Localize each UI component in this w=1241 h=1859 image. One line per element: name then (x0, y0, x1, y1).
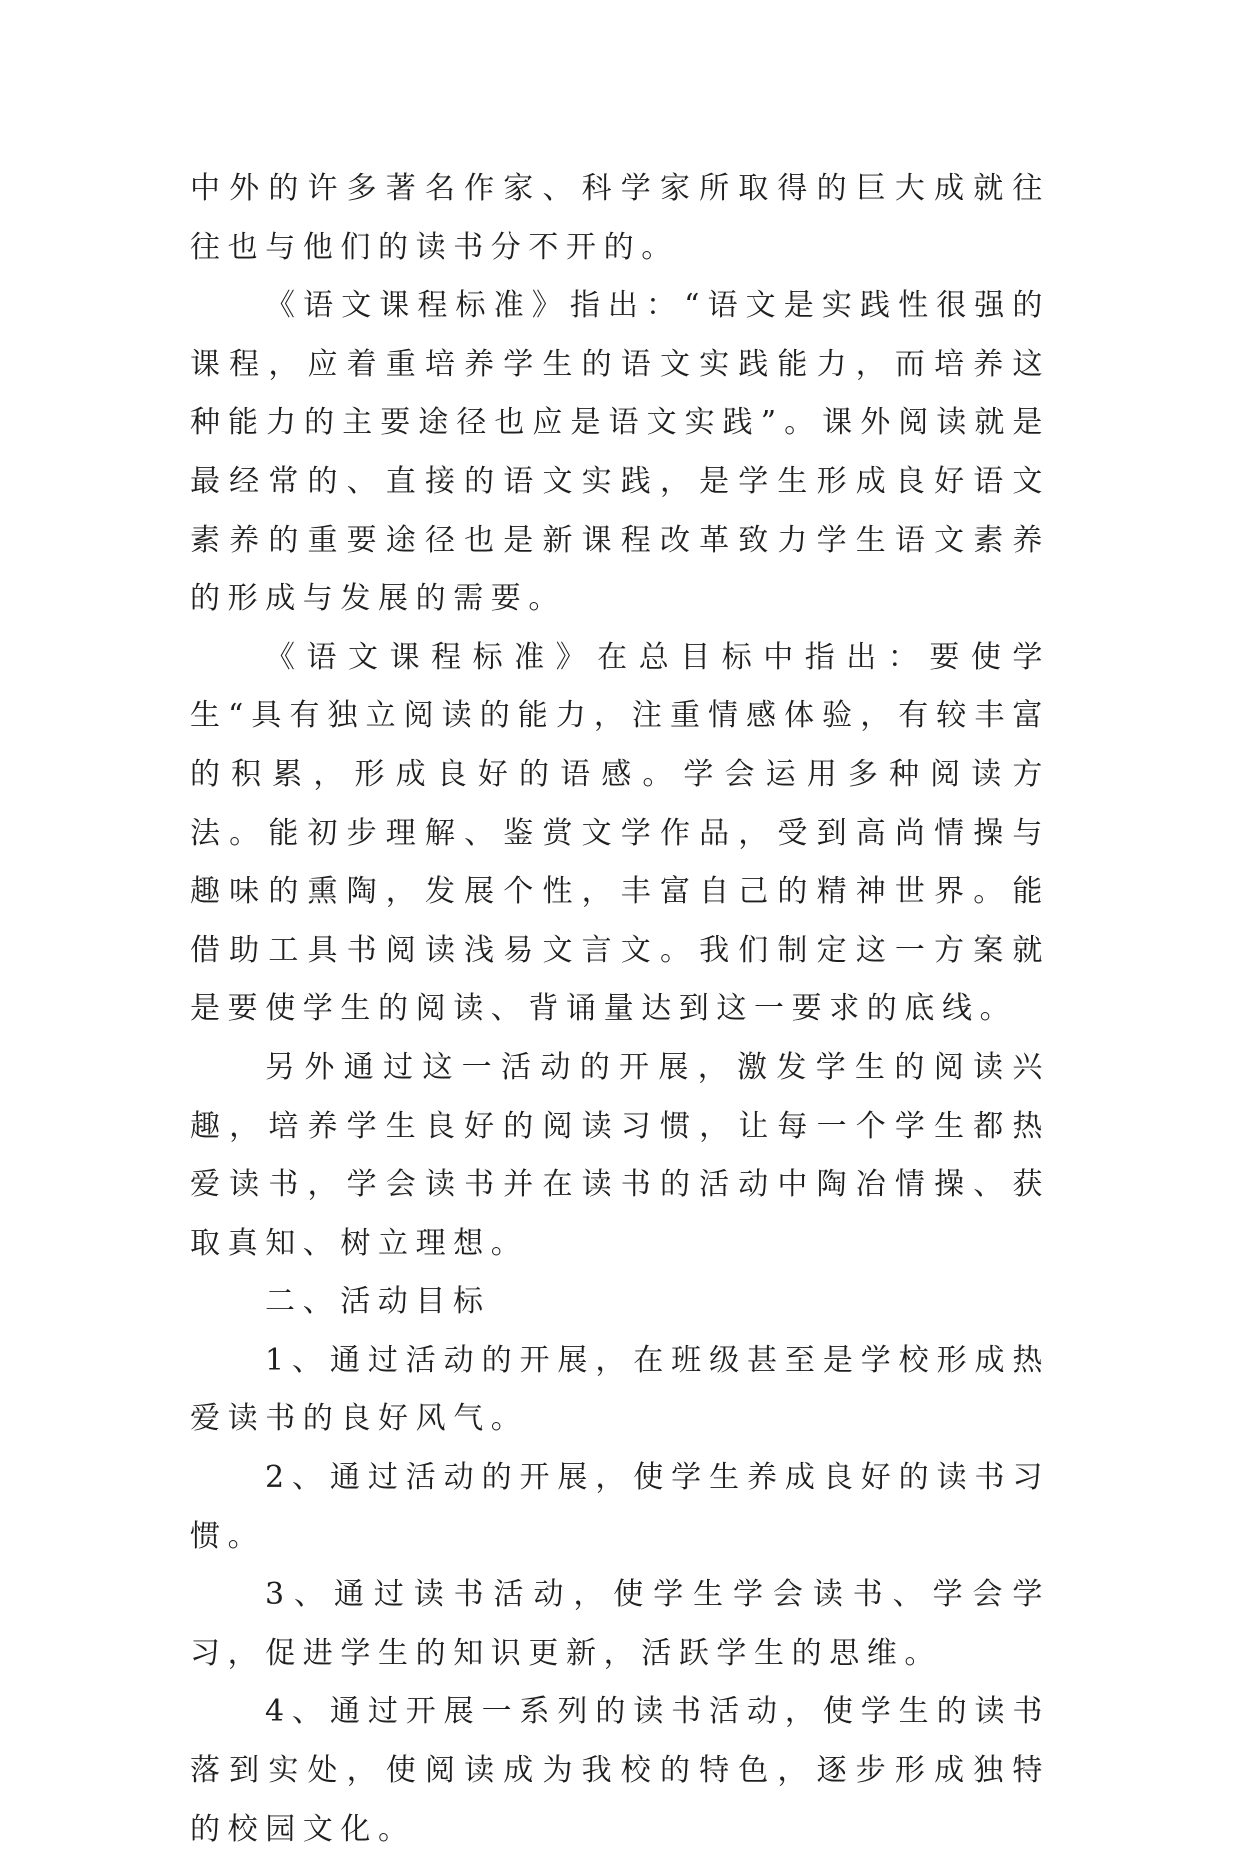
section-heading-activity-goals: 二、活动目标 (265, 1284, 491, 1320)
goal-item-3: 3、通过读书活动，使学生学会读书、学会学习，促进学生的知识更新，活跃学生的思维。 (190, 1577, 1050, 1671)
document-body (190, 160, 1050, 1859)
goal-item-4: 4、通过开展一系列的读书活动，使学生的读书落到实处，使阅读成为我校的特色，逐步形成独特的校园文化。 (190, 1694, 1050, 1847)
paragraph-continuation: 中外的许多著名作家、科学家所取得的巨大成就往往也与他们的读书分不开的。 (190, 171, 1050, 265)
paragraph-curriculum-standard: 《语文课程标准》指出：“语文是实践性很强的课程，应着重培养学生的语文实践能力，而培养这种能力的主要途径也应是语文实践”。课外阅读就是最经常的、直接的语文实践，是学生形成良好语文素养的重要途径也是新课程改革致力学生语文素养的形成与发展的需要。 (190, 288, 1050, 617)
goal-item-1: 1、通过活动的开展，在班级甚至是学校形成热爱读书的良好风气。 (190, 1342, 1050, 1437)
paragraph-reading-interest: 另外通过这一活动的开展，激发学生的阅读兴趣，培养学生良好的阅读习惯，让每一个学生都热爱读书，学会读书并在读书的活动中陶冶情操、获取真知、树立理想。 (190, 1049, 1050, 1261)
goal-item-2: 2、通过活动的开展，使学生养成良好的读书习惯。 (190, 1460, 1050, 1554)
paragraph-overall-goal: 《语文课程标准》在总目标中指出：要使学生“具有独立阅读的能力，注重情感体验，有较丰富的积累，形成良好的语感。学会运用多种阅读方法。能初步理解、鉴赏文学作品，受到高尚情操与趣味的熏陶，发展个性，丰富自己的精神世界。能借助工具书阅读浅易文言文。我们制定这一方案就是要使学生的阅读、背诵量达到这一要求的底线。 (190, 639, 1050, 1027)
